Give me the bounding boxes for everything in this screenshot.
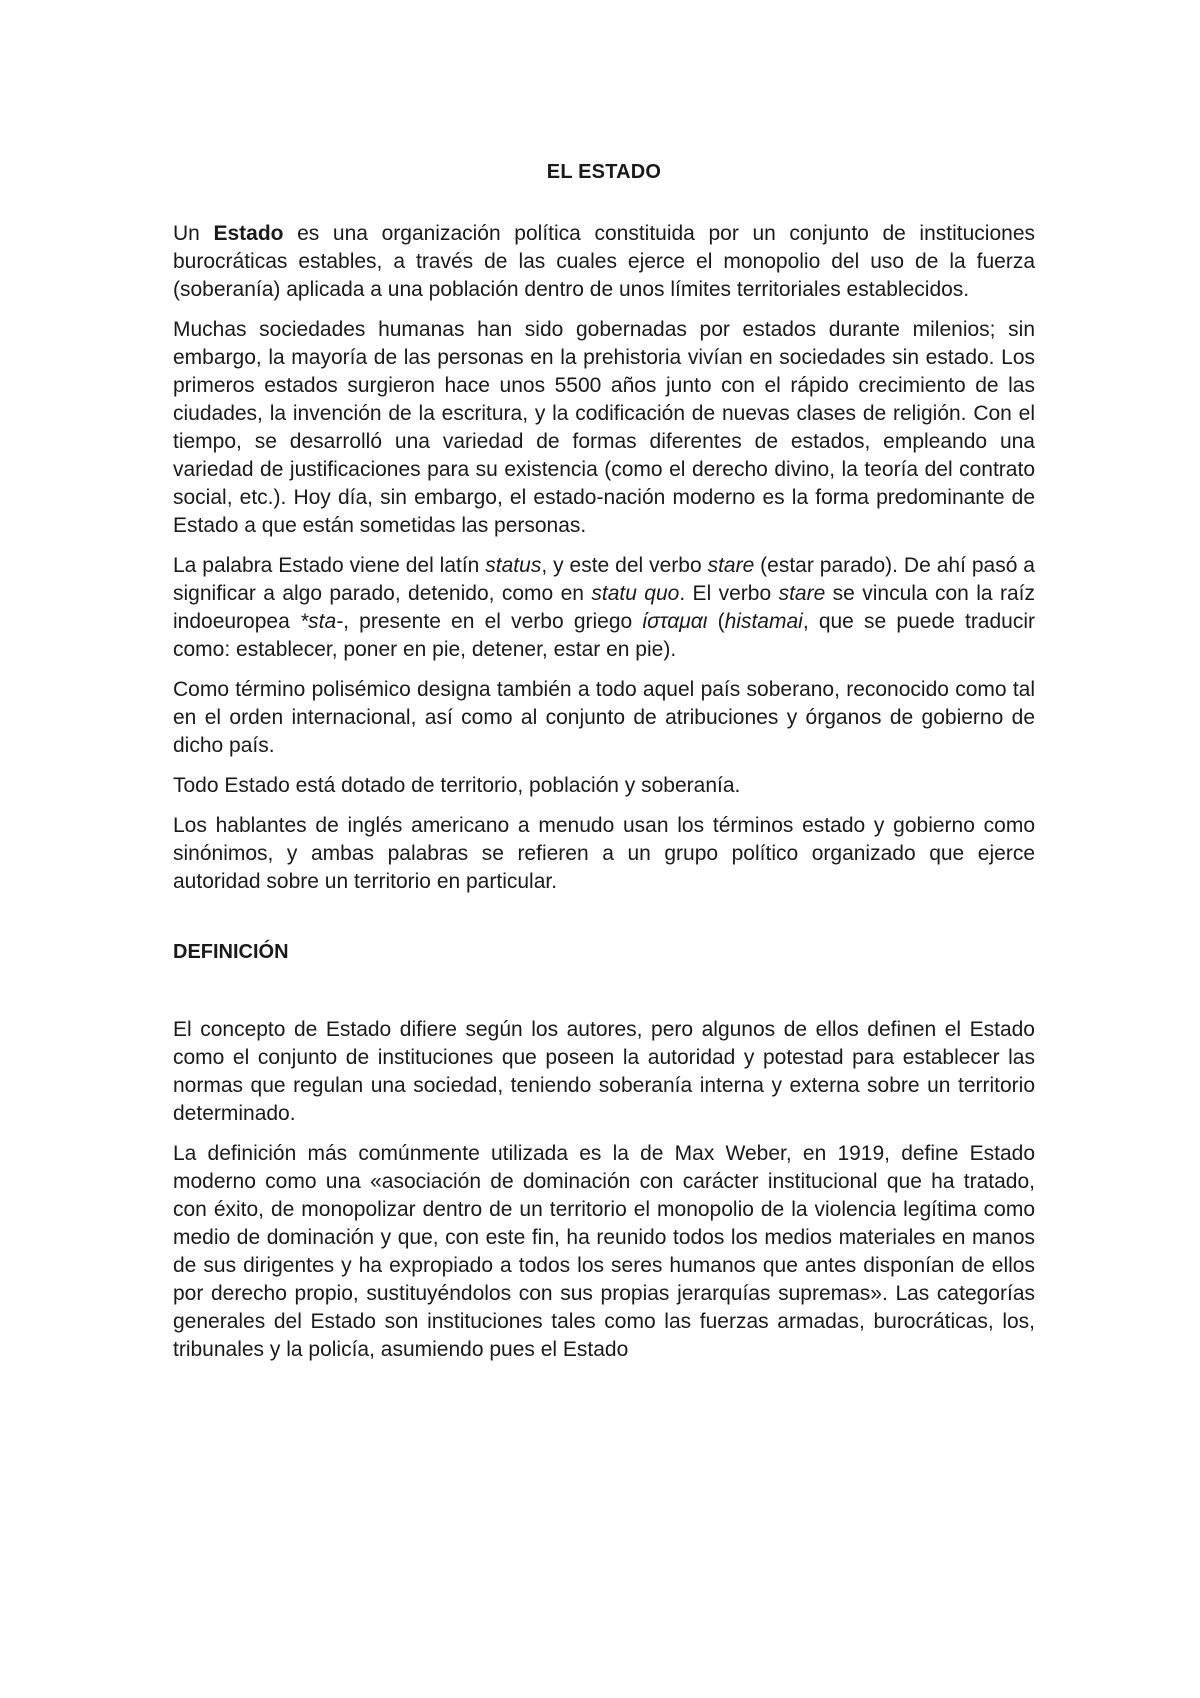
bold-term: Estado: [213, 222, 284, 245]
document-page: [173, 0, 1035, 1376]
paragraph-text: (estar parado). De ahí pasó a significar a algo parado, detenido, como en: [173, 554, 1035, 605]
paragraph-text: Un: [173, 222, 214, 245]
paragraph-estado-definition: [173, 220, 1035, 304]
italic-term: statu quo: [591, 582, 680, 605]
paragraph-english-usage: Los hablantes de inglés americano a menudo usan los términos estado y gobierno como sinónimos, y ambas palabras se refieren a un grupo político organizado que ejerce autoridad sobre un territorio en particular.: [173, 814, 1035, 893]
section-heading: DEFINICIÓN: [173, 941, 289, 963]
italic-term: ίσταμαι: [642, 610, 708, 633]
document-title: EL ESTADO: [546, 161, 662, 183]
definition-section: [173, 940, 1035, 1364]
italic-term: status: [485, 554, 542, 577]
paragraph-elements: Todo Estado está dotado de territorio, población y soberanía.: [173, 774, 741, 797]
italic-term: stare: [778, 582, 826, 605]
paragraph-polysemic: Como término polisémico designa también a todo aquel país soberano, reconocido como tal en el orden internacional, así como al conjunto de atribuciones y órganos de gobierno de dicho país.: [173, 678, 1035, 757]
paragraph-text: La palabra Estado viene del latín: [173, 554, 486, 577]
paragraph-history: Muchas sociedades humanas han sido gobernadas por estados durante milenios; sin embargo, la mayoría de las personas en la prehistoria vivían en sociedades sin estado. Los primeros estados surgieron hace unos 5500 años junto con el rápido crecimiento de las ciudades, la invención de la escritura, y la codificación de nuevas clases de religión. Con el tiempo, se desarrolló una variedad de formas diferentes de estados, empleando una variedad de justificaciones para su existencia (como el derecho divino, la teoría del contrato social, etc.). Hoy día, sin embargo, el estado-nación moderno es la forma predominante de Estado a que están sometidas las personas.: [173, 318, 1035, 537]
paragraph-text: es una organización política constituida por un conjunto de instituciones burocráticas estables, a través de las cuales ejerce el monopolio del uso de la fuerza (soberanía) aplicada a una población dentro de unos límites territoriales establecidos.: [173, 222, 1035, 301]
paragraph-text: , presente en el verbo griego: [343, 610, 643, 633]
intro-section: [173, 220, 1035, 896]
paragraph-text: se vincula con la raíz indoeuropea: [173, 582, 1035, 633]
definition-body: [173, 1016, 1035, 1364]
paragraph-weber: La definición más comúnmente utilizada es la de Max Weber, en 1919, define Estado moderno como una «asociación de dominación con carácter institucional que ha tratado, con éxito, de monopolizar dentro de un territorio el monopolio de la violencia legítima como medio de dominación y que, con este fin, ha reunido todos los medios materiales en manos de sus dirigentes y ha expropiado a todos los seres humanos que antes disponían de ellos por derecho propio, sustituyéndolos con sus propias jerarquías supremas». Las categorías generales del Estado son instituciones tales como las fuerzas armadas, burocráticas, los, tribunales y la policía, asumiendo pues el Estado: [173, 1142, 1035, 1361]
paragraph-text: , y este del verbo: [541, 554, 708, 577]
italic-term: *sta-: [299, 610, 344, 633]
paragraph-text: (: [707, 610, 725, 633]
paragraph-etymology: [173, 552, 1035, 664]
italic-term: stare: [707, 554, 755, 577]
paragraph-concept: El concepto de Estado difiere según los autores, pero algunos de ellos definen el Estado como el conjunto de instituciones que poseen la autoridad y potestad para establecer las normas que regulan una sociedad, teniendo soberanía interna y externa sobre un territorio determinado.: [173, 1018, 1035, 1125]
paragraph-text: . El verbo: [679, 582, 779, 605]
paragraph-text: , que se puede traducir como: establecer, poner en pie, detener, estar en pie).: [173, 610, 1036, 661]
italic-term: histamai: [724, 610, 803, 633]
